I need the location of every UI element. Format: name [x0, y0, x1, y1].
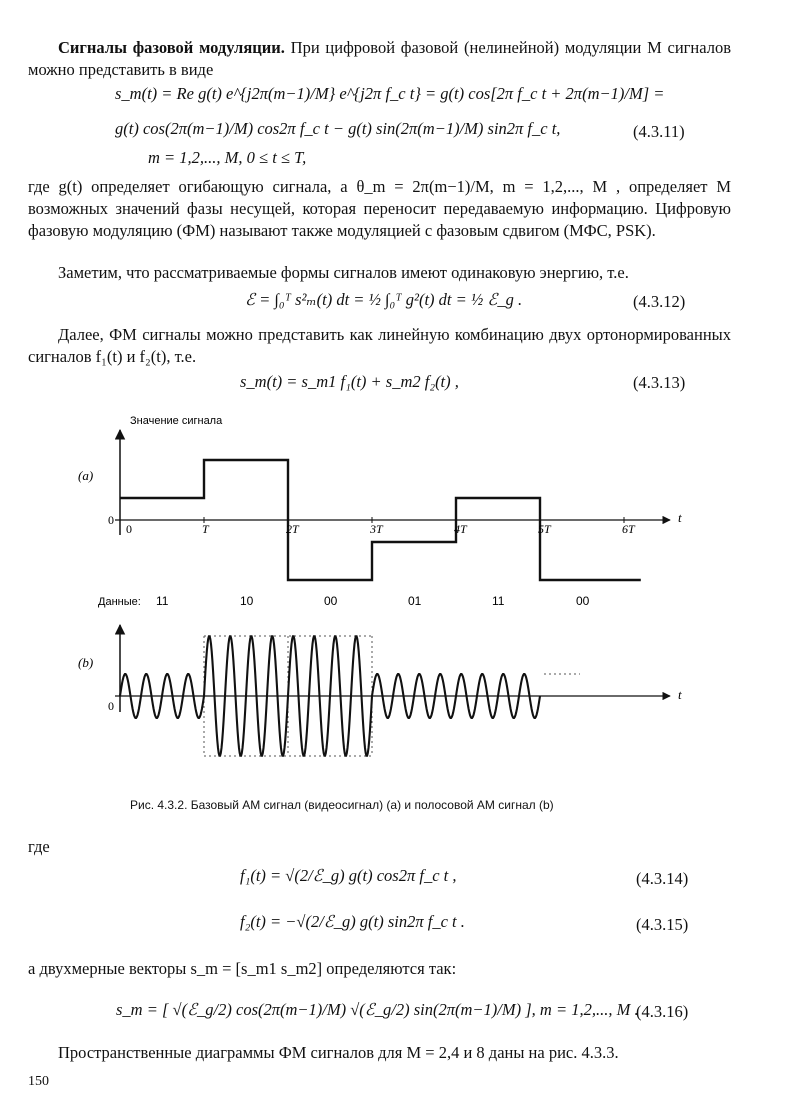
- t-axis-label-a: t: [678, 510, 682, 525]
- equation-4-3-11-line2: g(t) cos(2π(m−1)/M) cos2π f_c t − g(t) sin(2π(m−1)/M) sin2π f_c t,: [115, 119, 561, 138]
- panel-b-bandpass-signal: [115, 625, 670, 756]
- figure-4-3-2: [0, 400, 796, 800]
- panel-b-label: (b): [78, 655, 94, 670]
- equation-4-3-13: s_m(t) = s_m1 f₁(t) + s_m2 f₂(t) ,: [240, 372, 459, 391]
- time-tick-label: 4T: [454, 522, 467, 536]
- t-axis-label-b: t: [678, 687, 682, 702]
- time-tick-label: 0: [126, 522, 132, 536]
- equation-number-4-3-12: (4.3.12): [633, 292, 686, 311]
- paragraph-intro: [28, 37, 731, 81]
- time-tick-label: 6T: [622, 522, 635, 536]
- intro-text: При цифровой фазовой (нелинейной) модуляции M сигналов можно представить в виде: [28, 38, 731, 79]
- equation-number-4-3-11: (4.3.11): [633, 122, 685, 141]
- paragraph-vectors: а двухмерные векторы s_m = [s_m1 s_m2] определяются так:: [28, 959, 457, 978]
- time-tick-label: 5T: [538, 522, 551, 536]
- equation-4-3-16: s_m = [ √(ℰ_g/2) cos(2π(m−1)/M) √(ℰ_g/2) sin(2π(m−1)/M) ], m = 1,2,..., M .: [116, 1000, 639, 1019]
- equation-4-3-14: f₁(t) = √(2/ℰ_g) g(t) cos2π f_c t ,: [240, 866, 457, 885]
- equation-4-3-11-line1: s_m(t) = Re g(t) e^{j2π(m−1)/M} e^{j2π f_c t} = g(t) cos[2π f_c t + 2π(m−1)/M] =: [115, 84, 665, 103]
- panel-a-baseband-signal: [115, 430, 670, 580]
- data-caption: Данные:: [98, 596, 141, 608]
- zero-label-b: 0: [108, 699, 114, 713]
- paragraph-envelope: где g(t) определяет огибающую сигнала, а θ_m = 2π(m−1)/M, m = 1,2,..., M , определяет M возможных значений фазы несущей, которая переносит передаваемую информацию. Цифровую фазовую модуляцию (ФМ) называют также модуляцией с фазовым сдвигом (МФС, PSK).: [28, 177, 731, 240]
- zero-label-a: 0: [108, 513, 114, 527]
- bandpass-wave-signal: [120, 636, 540, 755]
- equation-4-3-11-line3: m = 1,2,..., M, 0 ≤ t ≤ T,: [148, 148, 307, 167]
- equation-4-3-12: ℰ = ∫₀ᵀ s²ₘ(t) dt = ½ ∫₀ᵀ g²(t) dt = ½ ℰ_g .: [245, 290, 523, 309]
- page-number: 150: [28, 1074, 49, 1089]
- section-heading: Сигналы фазовой модуляции.: [58, 38, 285, 57]
- paragraph-diagrams: Пространственные диаграммы ФМ сигналов для M = 2,4 и 8 даны на рис. 4.3.3.: [58, 1043, 619, 1062]
- equation-4-3-15: f₂(t) = −√(2/ℰ_g) g(t) sin2π f_c t .: [240, 912, 465, 931]
- where-word: где: [28, 837, 50, 856]
- data-bit-label: 00: [324, 594, 338, 608]
- data-bit-label: 01: [408, 594, 422, 608]
- paragraph-energy: Заметим, что рассматриваемые формы сигналов имеют одинаковую энергию, т.е.: [58, 263, 629, 282]
- time-tick-label: 2T: [286, 522, 299, 536]
- paragraph-orthonormal: Далее, ФМ сигналы можно представить как линейную комбинацию двух ортонормированных сигналов f₁(t) и f₂(t), т.е.: [28, 325, 731, 366]
- panel-a-label: (a): [78, 468, 94, 483]
- data-bit-label: 11: [156, 594, 169, 608]
- data-bit-label: 10: [240, 594, 254, 608]
- time-tick-label: T: [202, 522, 209, 536]
- y-axis-title: Значение сигнала: [130, 415, 223, 427]
- equation-number-4-3-14: (4.3.14): [636, 869, 689, 888]
- equation-number-4-3-13: (4.3.13): [633, 373, 686, 392]
- data-bit-label: 00: [576, 594, 590, 608]
- equation-number-4-3-15: (4.3.15): [636, 915, 689, 934]
- figure-caption: Рис. 4.3.2. Базовый АМ сигнал (видеосигнал) (a) и полосовой АМ сигнал (b): [130, 798, 554, 812]
- time-tick-label: 3T: [370, 522, 383, 536]
- data-bit-label: 11: [492, 594, 505, 608]
- equation-number-4-3-16: (4.3.16): [636, 1002, 689, 1021]
